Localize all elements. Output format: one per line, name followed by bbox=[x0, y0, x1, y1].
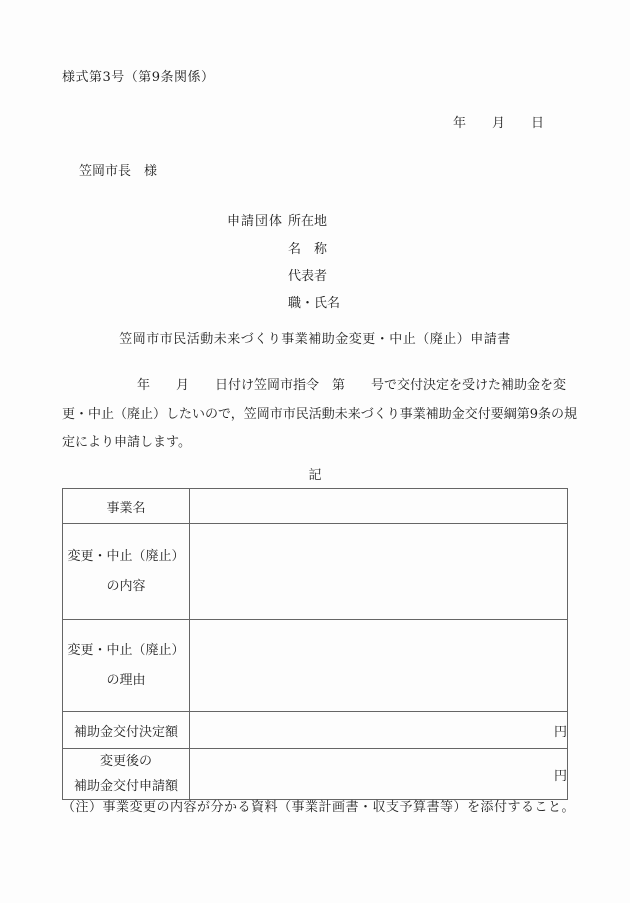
table-row-change-reason bbox=[63, 620, 568, 712]
table-row-grant-decided-amount bbox=[63, 712, 568, 749]
row-label: の内容 bbox=[106, 578, 146, 594]
body-line: 定により申請します。 bbox=[62, 435, 191, 451]
row-label-cell bbox=[63, 712, 190, 749]
row-label: の理由 bbox=[106, 672, 146, 688]
applicant-row bbox=[227, 233, 340, 260]
row-label: 補助金交付決定額 bbox=[73, 724, 178, 740]
table-row-amended-application-amount bbox=[63, 749, 568, 800]
table-row-change-content bbox=[63, 524, 568, 620]
row-value-cell bbox=[190, 749, 568, 800]
applicant-field-title-name: 職・氏名 bbox=[288, 296, 341, 312]
row-label: 変更・中止（廃止） bbox=[67, 548, 185, 564]
row-label-cell bbox=[63, 524, 190, 620]
applicant-row bbox=[227, 288, 340, 315]
body-paragraph bbox=[62, 372, 578, 458]
row-value-cell bbox=[190, 489, 568, 524]
row-value-cell bbox=[190, 712, 568, 749]
addressee: 笠岡市長 様 bbox=[79, 164, 158, 179]
form-number: 様式第3号（第9条関係） bbox=[62, 70, 215, 85]
applicant-label: 申請団体 bbox=[227, 214, 284, 230]
applicant-field-address: 所在地 bbox=[288, 214, 328, 230]
document-title: 笠岡市市民活動未来づくり事業補助金変更・中止（廃止）申請書 bbox=[119, 332, 511, 347]
row-label-cell bbox=[63, 489, 190, 524]
row-label: 変更・中止（廃止） bbox=[67, 642, 185, 658]
date-blank-line: 年 月 日 bbox=[453, 116, 545, 131]
applicant-field-name: 名 称 bbox=[288, 241, 328, 257]
row-value-cell bbox=[190, 620, 568, 712]
yen-unit: 円 bbox=[553, 768, 567, 784]
applicant-block bbox=[227, 206, 340, 316]
row-value-cell bbox=[190, 524, 568, 620]
yen-unit: 円 bbox=[553, 724, 567, 740]
table-row-project-name bbox=[63, 489, 568, 524]
application-table bbox=[62, 488, 568, 800]
row-label: 事業名 bbox=[106, 500, 146, 516]
applicant-row bbox=[227, 206, 340, 233]
applicant-field-representative: 代表者 bbox=[288, 268, 328, 284]
row-label-cell bbox=[63, 620, 190, 712]
body-line: 年 月 日付け笠岡市指令 第 号で交付決定を受けた補助金を変 bbox=[137, 378, 567, 393]
row-label: 変更後の bbox=[99, 754, 152, 769]
record-mark: 記 bbox=[308, 468, 322, 483]
applicant-row bbox=[227, 261, 340, 288]
body-line: 更・中止（廃止）したいので，笠岡市市民活動未来づくり事業補助金交付要綱第9条の規 bbox=[62, 406, 578, 422]
footnote: （注）事業変更の内容が分かる資料（事業計画書・収支予算書等）を添付すること。 bbox=[62, 800, 576, 815]
row-label-cell bbox=[63, 749, 190, 800]
row-label: 補助金交付申請額 bbox=[73, 779, 178, 794]
